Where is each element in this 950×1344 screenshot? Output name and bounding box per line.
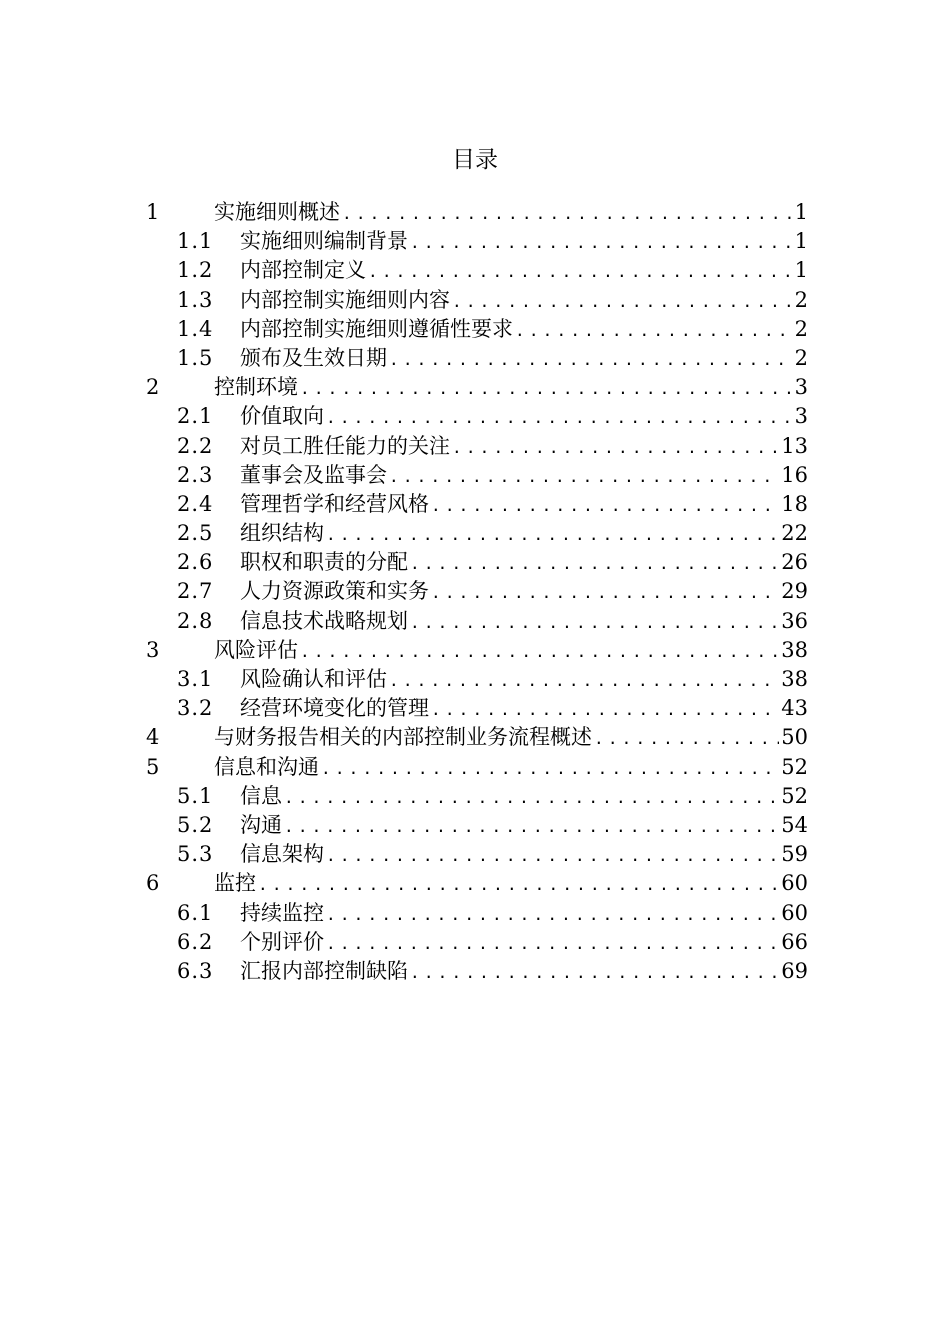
toc-entry-number: 5.1 (177, 783, 214, 808)
toc-entry-title: 信息架构 (240, 842, 324, 867)
toc-entry-number: 2.6 (177, 550, 214, 575)
toc-entry-number: 2.5 (177, 521, 214, 546)
toc-entry[interactable] (143, 723, 808, 752)
toc-entry-number: 1.1 (177, 229, 214, 254)
toc-dot-leader (410, 228, 793, 257)
toc-entry-page-number: 18 (781, 491, 808, 516)
toc-entry-number: 6.2 (177, 929, 214, 954)
toc-entry-page-number: 52 (781, 754, 808, 779)
toc-entry-title: 风险评估 (214, 637, 298, 662)
toc-dot-leader (326, 403, 793, 432)
toc-entry-page-number: 13 (781, 433, 808, 458)
toc-entry[interactable] (143, 519, 808, 548)
toc-entry[interactable] (143, 840, 808, 869)
toc-entry-page-number: 16 (781, 462, 808, 487)
toc-entry-page-number: 1 (794, 258, 808, 283)
toc-dot-leader (326, 520, 779, 549)
toc-entry-page-number: 1 (794, 229, 808, 254)
toc-entry-number: 5 (146, 754, 160, 779)
toc-dot-leader (410, 608, 779, 637)
toc-entry[interactable] (143, 373, 808, 402)
toc-entry-number: 2.2 (177, 433, 214, 458)
toc-entry[interactable] (143, 665, 808, 694)
toc-entry-title: 实施细则编制背景 (240, 229, 408, 254)
toc-entry[interactable] (143, 607, 808, 636)
toc-entry-title: 职权和职责的分配 (240, 550, 408, 575)
toc-entry[interactable] (143, 548, 808, 577)
toc-entry-title: 信息技术战略规划 (240, 608, 408, 633)
toc-entry-number: 1.3 (177, 287, 214, 312)
toc-entry-page-number: 69 (781, 958, 808, 983)
toc-dot-leader (452, 433, 779, 462)
toc-entry-page-number: 29 (781, 579, 808, 604)
toc-entry[interactable] (143, 636, 808, 665)
toc-entry[interactable] (143, 461, 808, 490)
toc-entry[interactable] (143, 402, 808, 431)
toc-entry-title: 信息和沟通 (214, 754, 319, 779)
toc-entry-number: 2.3 (177, 462, 214, 487)
toc-dot-leader (284, 812, 779, 841)
toc-entry[interactable] (143, 782, 808, 811)
toc-entry-number: 3 (146, 637, 160, 662)
toc-entry-number: 1.2 (177, 258, 214, 283)
toc-entry-number: 2.7 (177, 579, 214, 604)
toc-dot-leader (431, 578, 779, 607)
toc-entry[interactable] (143, 315, 808, 344)
toc-entry-number: 6.1 (177, 900, 214, 925)
toc-entry-page-number: 3 (794, 404, 808, 429)
toc-dot-leader (389, 666, 779, 695)
toc-entry-page-number: 2 (794, 345, 808, 370)
toc-entry-title: 与财务报告相关的内部控制业务流程概述 (214, 725, 592, 750)
toc-entry-title: 颁布及生效日期 (240, 345, 387, 370)
toc-dot-leader (284, 783, 779, 812)
toc-entry-title: 个别评价 (240, 929, 324, 954)
toc-entry-title: 汇报内部控制缺陷 (240, 958, 408, 983)
toc-entry-page-number: 38 (781, 667, 808, 691)
toc-entry-page-number: 38 (781, 637, 808, 662)
toc-dot-leader (368, 257, 793, 286)
toc-dot-leader (389, 462, 779, 491)
toc-entry-page-number: 1 (794, 200, 808, 224)
toc-dot-leader (300, 637, 779, 666)
toc-entry-page-number: 50 (781, 725, 808, 750)
toc-entry-number: 1.4 (177, 316, 214, 341)
toc-entry-number: 1.5 (177, 345, 214, 370)
toc-entry-title: 内部控制定义 (240, 258, 366, 283)
toc-entry-number: 6 (146, 871, 160, 896)
toc-entry-number: 3.2 (177, 696, 214, 721)
toc-dot-leader (389, 345, 793, 374)
toc-entry[interactable] (143, 811, 808, 840)
toc-dot-leader (452, 287, 793, 316)
toc-entry-title: 价值取向 (240, 404, 324, 429)
toc-entry-title: 沟通 (240, 812, 282, 837)
toc-dot-leader (326, 929, 779, 958)
toc-entry[interactable] (143, 869, 808, 898)
toc-entry[interactable] (143, 577, 808, 606)
toc-entry[interactable] (143, 432, 808, 461)
toc-entry-number: 2 (146, 375, 160, 400)
toc-entry-number: 4 (146, 725, 160, 750)
toc-entry-page-number: 43 (781, 696, 808, 721)
toc-entry-title: 风险确认和评估 (240, 667, 387, 691)
toc-entry[interactable] (143, 694, 808, 723)
toc-entry-title: 内部控制实施细则内容 (240, 287, 450, 312)
toc-dot-leader (410, 958, 779, 987)
toc-entry-page-number: 26 (781, 550, 808, 575)
toc-entry-title: 信息 (240, 783, 282, 808)
toc-entry-number: 2.4 (177, 491, 214, 516)
toc-entry-title: 监控 (214, 871, 256, 896)
toc-entry[interactable] (143, 198, 808, 227)
toc-entry-title: 对员工胜任能力的关注 (240, 433, 450, 458)
toc-entry-page-number: 60 (781, 871, 808, 896)
toc-entry-title: 经营环境变化的管理 (240, 696, 429, 721)
toc-entry-page-number: 36 (781, 608, 808, 633)
toc-entry[interactable] (143, 957, 808, 986)
toc-entry-page-number: 2 (794, 316, 808, 341)
toc-dot-leader (326, 841, 779, 870)
toc-entry[interactable] (143, 286, 808, 315)
toc-entry-number: 5.2 (177, 812, 214, 837)
toc-entry[interactable] (143, 256, 808, 285)
toc-dot-leader (594, 724, 779, 753)
toc-entry-number: 5.3 (177, 842, 214, 867)
toc-entry-page-number: 2 (794, 287, 808, 312)
toc-dot-leader (410, 549, 779, 578)
toc-entry-title: 组织结构 (240, 521, 324, 546)
toc-entry-title: 内部控制实施细则遵循性要求 (240, 316, 513, 341)
toc-dot-leader (321, 754, 779, 783)
toc-entry-title: 董事会及监事会 (240, 462, 387, 487)
toc-entry-number: 2.8 (177, 608, 214, 633)
toc-entry-page-number: 3 (794, 375, 808, 400)
toc-entry-page-number: 22 (781, 521, 808, 546)
toc-entry-title: 实施细则概述 (214, 200, 340, 224)
toc-title: 目录 (452, 147, 498, 173)
toc-dot-leader (515, 316, 793, 345)
toc-dot-leader (342, 199, 793, 228)
toc-entry-number: 3.1 (177, 667, 214, 691)
toc-entry-page-number: 52 (781, 783, 808, 808)
toc-entry-number: 2.1 (177, 404, 214, 429)
toc-entry[interactable] (143, 490, 808, 519)
toc-entry-page-number: 66 (781, 929, 808, 954)
toc-list (143, 198, 808, 986)
toc-dot-leader (258, 870, 779, 899)
toc-entry[interactable] (143, 753, 808, 782)
toc-entry[interactable] (143, 344, 808, 373)
toc-entry-title: 人力资源政策和实务 (240, 579, 429, 604)
toc-entry-title: 持续监控 (240, 900, 324, 925)
toc-entry-number: 1 (146, 200, 160, 224)
toc-entry[interactable] (143, 928, 808, 957)
toc-entry-page-number: 60 (781, 900, 808, 925)
toc-entry-page-number: 59 (781, 842, 808, 867)
toc-entry-title: 控制环境 (214, 375, 298, 400)
toc-dot-leader (431, 695, 779, 724)
toc-entry-title: 管理哲学和经营风格 (240, 491, 429, 516)
toc-dot-leader (431, 491, 779, 520)
toc-dot-leader (326, 900, 779, 929)
toc-entry[interactable] (143, 227, 808, 256)
toc-entry[interactable] (143, 899, 808, 928)
toc-entry-number: 6.3 (177, 958, 214, 983)
toc-entry-page-number: 54 (781, 812, 808, 837)
toc-dot-leader (300, 374, 793, 403)
